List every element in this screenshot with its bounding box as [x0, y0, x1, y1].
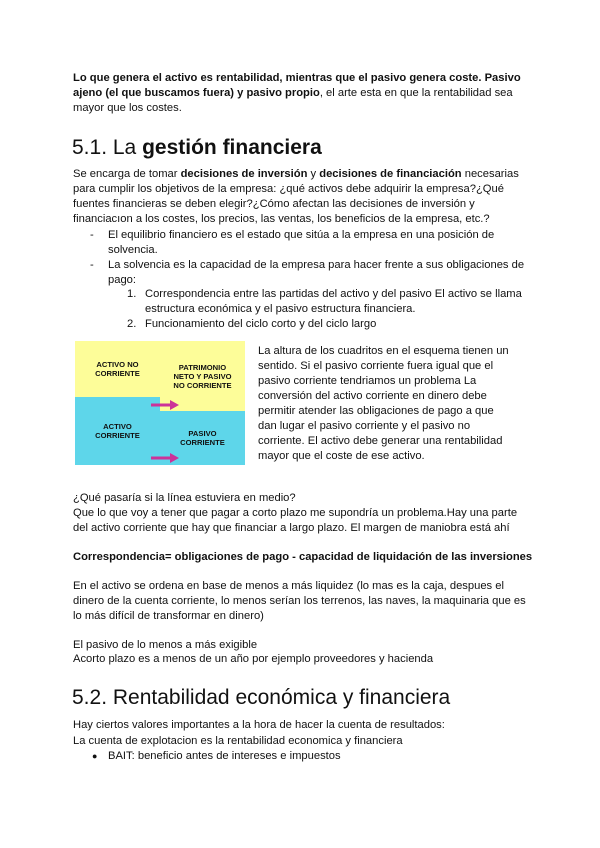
section-title-bold: gestión financiera	[142, 136, 322, 159]
intro-bold-text: Lo que genera el activo es rentabilidad, mientras que el pasivo genera coste. Pasivo ajeno (el que buscamos fuera) y pasivo propio	[73, 72, 521, 99]
diagram-explanation: La altura de los cuadritos en el esquema tienen un sentido. Si el pasivo corriente fuera igual que el pasivo corriente tendriamos un problema La conversión del activo corriente en dinero debe permitir atender las obligaciones de pago a que dan lugar el pasivo corriente y el pasivo no corriente. El activo debe generar una rentabilidad mayor que el coste de ese activo.	[258, 345, 509, 462]
pasivo-corriente-label: PASIVO CORRIENTE	[180, 429, 225, 447]
activo-no-corriente-label: ACTIVO NO CORRIENTE	[95, 360, 140, 378]
number-marker: 1.	[127, 288, 137, 300]
gestion-text-2: y	[307, 168, 320, 180]
answer-paragraph: Que lo que voy a tener que pagar a corto plazo me supondría un problema.Hay una parte del activo corriente que hay que financiar a largo plazo. El margen de maniobra está ahí	[73, 507, 518, 534]
intro-paragraph	[73, 71, 521, 116]
activo-no-corriente-box	[75, 341, 160, 397]
pasivo-order-line-1: El pasivo de lo menos a más exigible	[73, 639, 258, 651]
dash-marker: -	[90, 229, 94, 241]
bullet-item-bait: BAIT: beneficio antes de intereses e impuestos	[108, 750, 341, 762]
dash-item-equilibrio: El equilibrio financiero es el estado que sitúa a la empresa en una posición de solvencia.	[108, 229, 495, 256]
activo-corriente-box	[75, 397, 160, 465]
arrow-icon	[151, 453, 179, 463]
pasivo-order-line-2: Acorto plazo es a menos de un año por ejemplo proveedores y hacienda	[73, 653, 434, 665]
numbered-item-funcionamiento: Funcionamiento del ciclo corto y del ciclo largo	[145, 318, 377, 330]
activo-corriente-label: ACTIVO CORRIENTE	[95, 422, 140, 440]
section-title-gestion-financiera	[72, 135, 322, 161]
intro-rest-text: , el arte esta en que la rentabilidad sea mayor que los costes.	[73, 87, 513, 114]
gestion-bold-financiacion: decisiones de financiación	[319, 168, 462, 180]
bullet-icon: ●	[92, 751, 98, 761]
dash-marker: -	[90, 259, 94, 271]
gestion-paragraph	[73, 167, 525, 227]
number-marker: 2.	[127, 318, 137, 330]
rentabilidad-line-1: Hay ciertos valores importantes a la hora de hacer la cuenta de resultados:	[73, 719, 445, 731]
gestion-text-1: Se encarga de tomar	[73, 168, 181, 180]
balance-diagram	[75, 341, 245, 465]
arrow-icon	[151, 400, 179, 410]
rentabilidad-line-2: La cuenta de explotacion es la rentabilidad economica y financiera	[73, 735, 403, 747]
numbered-item-correspondencia: Correspondencia entre las partidas del activo y del pasivo El activo se llama estructura económica y el pasivo estructura financiera.	[145, 288, 522, 315]
gestion-text-3: necesarias para cumplir los objetivos de la empresa: ¿qué activos debe adquirir la empresa?¿Qué fuentes financieras se deben elegir?¿Cómo afectan las decisiones de inversión y financiacıon a los costes, los precios, las ventas, los beneficios de la empresa, etc.?	[73, 168, 519, 225]
correspondencia-formula: Correspondencia= obligaciones de pago - capacidad de liquidación de las inversiones	[73, 551, 533, 563]
activo-order-paragraph: En el activo se ordena en base de menos a más liquidez (lo mas es la caja, despues el dinero de la cuenta corriente, lo menos serían los terrenos, las naves, la maquinaria que es lo más difícil de transformar en dinero)	[73, 580, 526, 622]
gestion-bold-inversion: decisiones de inversión	[180, 168, 308, 180]
patrimonio-label: PATRIMONIO NETO Y PASIVO NO CORRIENTE	[173, 362, 232, 390]
question-line: ¿Qué pasaría si la línea estuviera en medio?	[73, 492, 296, 504]
section-title-number: 5.1. La	[72, 136, 143, 159]
dash-item-solvencia: La solvencia es la capacidad de la empresa para hacer frente a sus obligaciones de pago:	[108, 259, 525, 286]
section-title-rentabilidad: 5.2. Rentabilidad económica y financiera	[72, 686, 451, 709]
